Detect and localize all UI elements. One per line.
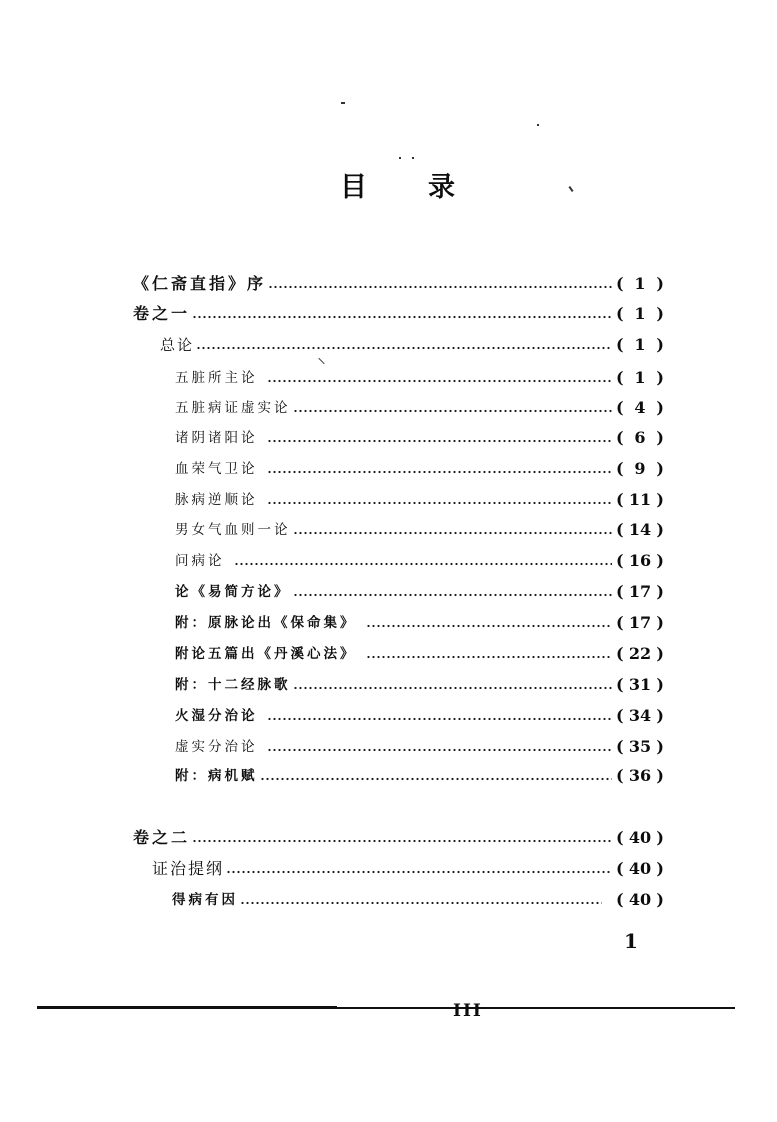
- dot-leader: [366, 624, 613, 628]
- toc-entry-page: ( 35 ): [616, 737, 664, 756]
- toc-entry-item: [175, 519, 664, 541]
- dot-leader: [293, 593, 613, 597]
- toc-entry-page: ( 17 ): [616, 582, 664, 601]
- toc-entry-page: ( 1 ): [616, 304, 664, 323]
- toc-entry-title: 附：原脉论出《保命集》: [175, 615, 357, 631]
- toc-entry-page: ( 11 ): [616, 490, 664, 509]
- toc-entry-title: 问病论: [175, 553, 225, 569]
- toc-entry-title: 附论五篇出《丹溪心法》: [175, 646, 357, 662]
- dot-leader: [267, 717, 613, 721]
- dot-leader: [267, 439, 613, 443]
- toc-entry-title: 卷之二: [133, 828, 191, 847]
- toc-entry-page: ( 17 ): [616, 613, 664, 632]
- toc-entry-item: [175, 643, 664, 665]
- toc-entry-title: 脉病逆顺论: [175, 492, 258, 508]
- scan-speck: [537, 124, 539, 126]
- toc-entry-title: 附：病机赋: [175, 768, 258, 784]
- toc-entry-page: ( 40 ): [616, 859, 664, 878]
- dot-leader: [226, 870, 612, 874]
- toc-entry-item: [175, 612, 664, 634]
- toc-entry-item: [175, 705, 664, 727]
- toc-entry-page: ( 6 ): [616, 428, 664, 447]
- dot-leader: [293, 409, 613, 413]
- toc-entry-item: [175, 674, 664, 696]
- toc-entry-page: ( 34 ): [616, 706, 664, 725]
- toc-entry-title: 血荣气卫论: [175, 461, 258, 477]
- toc-entry-volume-2: [133, 827, 664, 849]
- dot-leader: [268, 285, 612, 289]
- toc-entry-section: [152, 858, 664, 880]
- toc-entry-page: ( 16 ): [616, 551, 664, 570]
- toc-entry-page: ( 1 ): [616, 335, 664, 354]
- toc-entry-page: ( 40 ): [616, 890, 664, 909]
- toc-entry-page: ( 22 ): [616, 644, 664, 663]
- dot-leader: [260, 777, 613, 781]
- toc-entry-title: 证治提纲: [152, 859, 225, 878]
- toc-entry-title: 附：十二经脉歌: [175, 677, 291, 693]
- dot-leader: [267, 470, 613, 474]
- page-number: 1: [624, 929, 638, 953]
- toc-entry-item: [175, 736, 664, 758]
- toc-entry-title: 五脏所主论: [175, 370, 258, 386]
- toc-entry-item: [175, 427, 664, 449]
- toc-entry-volume-1: [133, 303, 664, 325]
- dot-leader: [267, 748, 613, 752]
- scan-speck: [399, 157, 401, 159]
- toc-entry-item: [175, 489, 664, 511]
- toc-entry-page: ( 1 ): [616, 368, 664, 387]
- toc-entry-item: [175, 581, 664, 603]
- toc-entry-page: ( 31 ): [616, 675, 664, 694]
- toc-entry-item: [175, 458, 664, 480]
- toc-entry-title: 《仁斋直指》序: [133, 274, 267, 293]
- toc-entry-section: [160, 334, 664, 356]
- toc-entry-title: 论《易简方论》: [175, 584, 291, 600]
- toc-entry-page: ( 1 ): [616, 274, 664, 293]
- toc-entry-page: ( 40 ): [616, 828, 664, 847]
- dot-leader: [192, 315, 612, 319]
- toc-entry-title: 火湿分治论: [175, 708, 258, 724]
- toc-entry-item: [175, 765, 664, 787]
- toc-entry-preface: [133, 273, 664, 295]
- bottom-folio-text: III: [453, 1001, 483, 1021]
- bottom-rule: [37, 1007, 735, 1009]
- scan-speck: [412, 157, 414, 159]
- dot-leader: [293, 686, 613, 690]
- dot-leader: [366, 655, 613, 659]
- scan-speck: [341, 102, 345, 104]
- page-title-char-2: 录: [428, 172, 455, 203]
- toc-entry-page: ( 4 ): [616, 398, 664, 417]
- page-title-char-1: 目: [340, 172, 367, 203]
- toc-entry-item: [175, 367, 664, 389]
- toc-entry-item: [172, 889, 664, 911]
- toc-entry-title: 诸阴诸阳论: [175, 430, 258, 446]
- toc-entry-item: [175, 550, 664, 572]
- scan-speck: [568, 186, 573, 192]
- toc-entry-page: ( 14 ): [616, 520, 664, 539]
- toc-entry-page: ( 9 ): [616, 459, 664, 478]
- toc-entry-page: ( 36 ): [616, 766, 664, 785]
- toc-entry-title: 虚实分治论: [175, 739, 258, 755]
- toc-entry-item: [175, 397, 664, 419]
- toc-entry-title: 得病有因: [172, 892, 238, 908]
- scan-speck: [318, 358, 324, 364]
- toc-entry-title: 卷之一: [133, 304, 191, 323]
- toc-entry-title: 男女气血则一论: [175, 522, 291, 538]
- dot-leader: [240, 901, 602, 905]
- dot-leader: [234, 562, 613, 566]
- dot-leader: [192, 839, 612, 843]
- toc-entry-title: 总论: [160, 336, 195, 354]
- dot-leader: [267, 379, 613, 383]
- dot-leader: [267, 501, 613, 505]
- dot-leader: [293, 531, 613, 535]
- bottom-folio: [453, 1001, 483, 1021]
- dot-leader: [196, 346, 612, 350]
- toc-entry-title: 五脏病证虚实论: [175, 400, 291, 416]
